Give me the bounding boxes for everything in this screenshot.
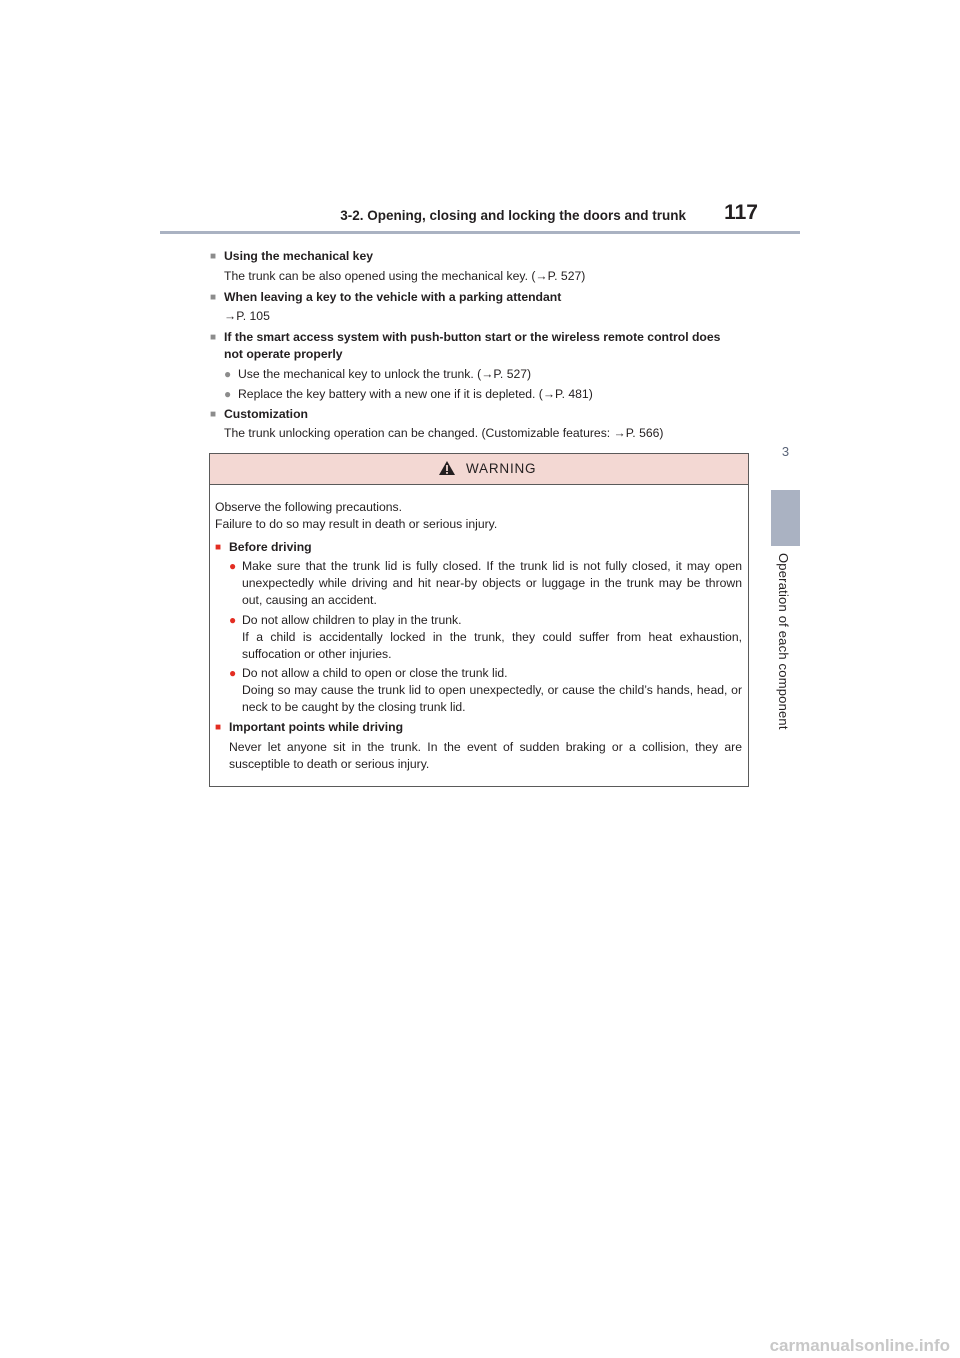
warning-item-text: Do not allow a child to open or close the trunk lid. xyxy=(242,666,508,681)
warning-title: WARNING xyxy=(466,461,537,476)
note-heading-line: not operate properly xyxy=(224,347,343,362)
note-body: →P. 105 xyxy=(224,309,270,324)
warning-section-heading: ■ Important points while driving xyxy=(215,719,742,736)
notes-section xyxy=(210,245,755,446)
note-body: The trunk can be also opened using the mechanical key. (→P. 527) xyxy=(224,268,586,283)
section-title: 3-2. Opening, closing and locking the doors and trunk xyxy=(340,208,686,223)
note-heading: ■ Using the mechanical key xyxy=(210,248,755,265)
bullet-icon: ● xyxy=(229,612,237,627)
list-item xyxy=(210,366,755,383)
warning-item-text: If a child is accidentally locked in the trunk, they could suffer from heat exhaustion, suffocation or other injuries. xyxy=(242,629,742,661)
note-heading-line: ■ If the smart access system with push-button start or the wireless remote control does xyxy=(224,330,721,345)
warning-intro-line: Failure to do so may result in death or serious injury. xyxy=(215,516,498,531)
warning-intro xyxy=(215,499,742,533)
header-rule xyxy=(160,231,800,234)
warning-item xyxy=(215,665,742,715)
bullet-icon: ● xyxy=(224,366,232,381)
warning-item-text: Make sure that the trunk lid is fully closed. If the trunk lid is not fully closed, it may open unexpectedly while driving and hit near-by objects or luggage in the trunk may be thrown out, causing an accident. xyxy=(242,559,742,608)
note-heading: ■ When leaving a key to the vehicle with a parking attendant xyxy=(210,289,755,306)
bullet-icon: ● xyxy=(224,386,232,401)
warning-triangle-icon xyxy=(438,460,456,476)
list-item-text: Use the mechanical key to unlock the trunk. (→P. 527) xyxy=(238,366,532,381)
warning-section-body: Never let anyone sit in the trunk. In the event of sudden braking or a collision, they are susceptible to death or serious injury. xyxy=(229,739,742,771)
page-header xyxy=(160,200,800,234)
warning-item-text: Do not allow children to play in the trunk. xyxy=(242,612,462,627)
warning-header xyxy=(210,454,748,485)
note-heading: ■ Customization xyxy=(210,406,755,423)
warning-item xyxy=(215,558,742,608)
list-item-text: Replace the key battery with a new one if it is depleted. (→P. 481) xyxy=(238,386,593,401)
footer-watermark: carmanualsonline.info xyxy=(769,1336,950,1355)
warning-intro-line: Observe the following precautions. xyxy=(215,500,402,514)
list-item xyxy=(210,386,755,403)
warning-item xyxy=(215,612,742,662)
bullet-icon: ● xyxy=(229,559,237,574)
chapter-label: Operation of each component xyxy=(776,553,791,730)
note-body: The trunk unlocking operation can be changed. (Customizable features: →P. 566) xyxy=(224,426,664,441)
note-heading xyxy=(210,329,755,363)
warning-section-heading: ■ Before driving xyxy=(215,539,742,556)
page-number: 117 xyxy=(724,201,758,224)
chapter-number: 3 xyxy=(781,444,790,459)
warning-box xyxy=(209,453,749,787)
chapter-tab xyxy=(771,490,800,546)
bullet-icon: ● xyxy=(229,666,237,681)
warning-item-text: Doing so may cause the trunk lid to open unexpectedly, or cause the child’s hands, head, or neck to be caught by the closing trunk lid. xyxy=(242,683,742,715)
warning-body xyxy=(210,485,748,772)
